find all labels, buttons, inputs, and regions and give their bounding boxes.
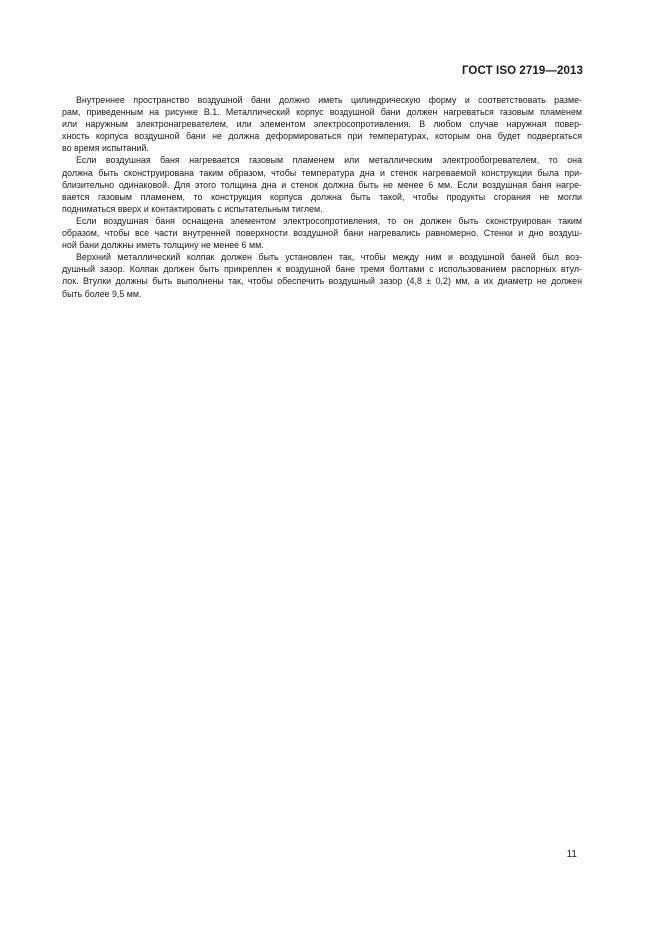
paragraph-3 — [62, 215, 582, 251]
page-number: 11 — [566, 849, 577, 860]
standard-header: ГОСТ ISO 2719—2013 — [461, 65, 583, 77]
paragraph-1 — [62, 94, 582, 154]
text-line: Внутреннее пространство воздушной бани должно иметь цилиндрическую форму и соответствовать разме- — [76, 95, 582, 105]
text-line: образом, чтобы все части внутренней поверхности воздушной бани нагревались равномерно. Стенки и дно воздуш- — [62, 228, 582, 239]
text-line: Если воздушная баня оснащена элементом электросопротивления, то он должен быть сконструирован таким — [76, 215, 582, 226]
text-line: или наружным электронагревателем, или элементом электросопротивления. В любом случае наружная повер- — [62, 119, 582, 130]
text-line: лок. Втулки должны быть выполнены так, чтобы обеспечить воздушный зазор (4,8 ± 0,2) мм, а их диаметр не должен — [62, 276, 582, 287]
body-text — [62, 94, 582, 300]
text-line: во время испытаний. — [62, 143, 149, 154]
text-line: близительно одинаковой. Для этого толщина дна и стенок должна быть не менее 6 мм. Если воздушная баня нагре- — [62, 179, 582, 190]
text-line: быть более 9,5 мм. — [62, 288, 142, 299]
text-line: вается газовым пламенем, то конструкция корпуса должна быть такой, чтобы продукты сгорания не могли — [62, 191, 582, 202]
paragraph-4 — [62, 251, 582, 299]
text-line: рам, приведенным на рисунке В.1. Металлический корпус воздушной бани должен нагреваться газовым пламенем — [62, 107, 582, 118]
text-line: хность корпуса воздушной бани не должна деформироваться при температурах, которым она будет подвергаться — [62, 131, 582, 142]
text-line: подниматься вверх и контактировать с испытательным тиглем. — [62, 203, 323, 214]
text-line: должна быть сконструирована таким образом, чтобы температура дна и стенок нагреваемой конструкции была при- — [62, 167, 582, 178]
text-line: душный зазор. Колпак должен быть прикреплен к воздушной бане тремя болтами с использованием распорных втул- — [62, 264, 582, 275]
text-line: ной бани должны иметь толщину не менее 6 мм. — [62, 240, 264, 251]
text-line: Если воздушная баня нагревается газовым пламенем или металлическим электрообогревателем, то она — [76, 155, 582, 166]
paragraph-2 — [62, 154, 582, 214]
text-line: Верхний металлический колпак должен быть установлен так, чтобы между ним и воздушной баней был воз- — [76, 252, 582, 263]
